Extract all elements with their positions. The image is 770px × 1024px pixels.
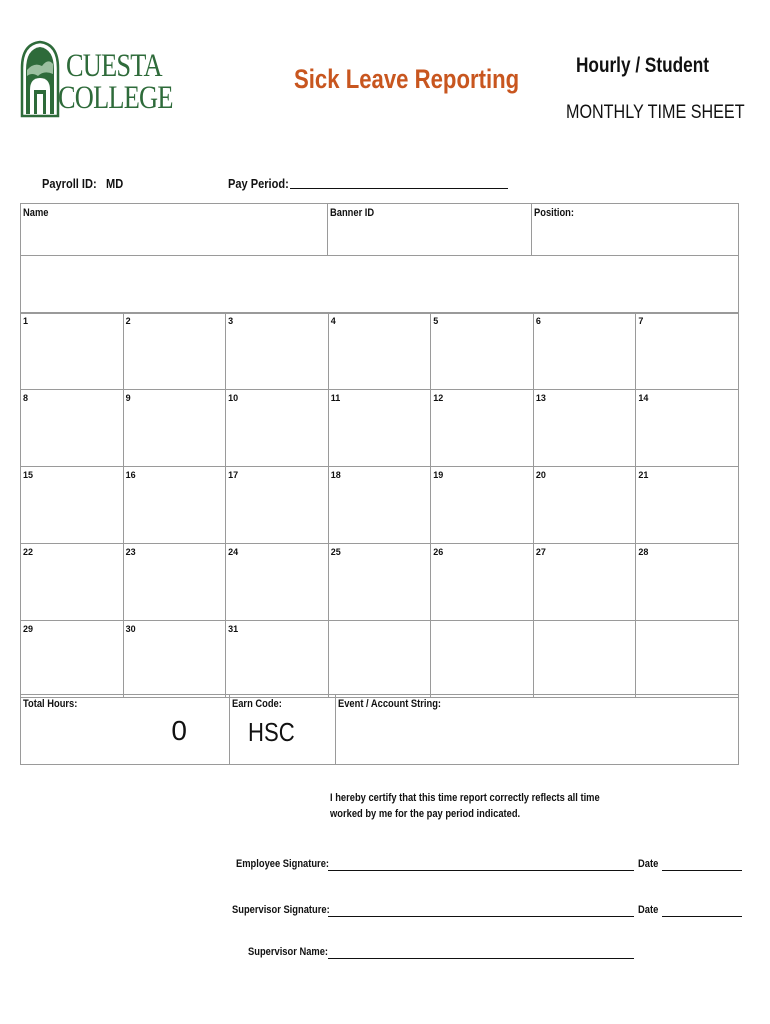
calendar-day-cell[interactable] [123, 621, 226, 698]
calendar-day-cell[interactable] [21, 390, 124, 467]
calendar-day-cell[interactable] [636, 390, 739, 467]
employee-date-label: Date [638, 858, 659, 870]
calendar-day-cell[interactable] [636, 313, 739, 390]
day-number: 23 [125, 547, 136, 557]
calendar-week-row [21, 390, 739, 467]
earn-code-value: HSC [248, 717, 295, 747]
calendar-day-cell[interactable] [328, 544, 431, 621]
certify-line-1: I hereby certify that this time report correctly reflects all time [330, 792, 600, 804]
calendar-week-row [21, 313, 739, 390]
calendar-day-cell[interactable] [431, 621, 534, 698]
calendar-day-cell[interactable] [21, 544, 124, 621]
supervisor-date-field[interactable] [662, 916, 742, 917]
supervisor-name-label: Supervisor Name: [248, 946, 329, 958]
calendar-day-cell[interactable] [636, 621, 739, 698]
calendar-week-row [21, 467, 739, 544]
blank-info-row [21, 256, 739, 314]
pay-period-label: Pay Period: [228, 176, 289, 191]
payroll-id-value[interactable]: MD [106, 176, 124, 191]
calendar-day-cell[interactable] [21, 621, 124, 698]
event-account-label: Event / Account String: [338, 698, 442, 710]
calendar-day-cell[interactable] [533, 390, 636, 467]
calendar-week-row [21, 544, 739, 621]
supervisor-name-field[interactable] [328, 958, 634, 959]
day-number: 30 [125, 624, 136, 634]
earn-code-label: Earn Code: [232, 698, 282, 710]
day-number: 13 [535, 393, 546, 403]
day-number: 11 [330, 393, 341, 403]
day-number: 21 [638, 470, 649, 480]
form-subtitle: MONTHLY TIME SHEET [566, 102, 745, 123]
calendar-day-cell[interactable] [226, 467, 329, 544]
day-number: 9 [125, 393, 131, 403]
totals-table [20, 694, 739, 765]
day-number: 15 [23, 470, 34, 480]
calendar-day-cell[interactable] [431, 467, 534, 544]
earn-code-cell[interactable] [230, 695, 336, 765]
day-number: 17 [228, 470, 239, 480]
employee-signature-label: Employee Signature: [236, 858, 330, 870]
day-number: 14 [638, 393, 649, 403]
calendar-day-cell[interactable] [533, 313, 636, 390]
day-number: 8 [23, 393, 29, 403]
day-number: 4 [330, 316, 336, 326]
calendar-week-row [21, 621, 739, 698]
total-hours-cell[interactable] [21, 695, 230, 765]
calendar-day-cell[interactable] [328, 313, 431, 390]
calendar-day-cell[interactable] [328, 390, 431, 467]
calendar-day-cell[interactable] [533, 467, 636, 544]
pay-period-field[interactable] [290, 188, 508, 189]
supervisor-date-label: Date [638, 904, 659, 916]
day-number: 22 [23, 547, 34, 557]
calendar-day-cell[interactable] [123, 313, 226, 390]
calendar-day-cell[interactable] [431, 544, 534, 621]
form-title: Sick Leave Reporting [294, 64, 520, 94]
day-number: 20 [535, 470, 546, 480]
calendar-grid [20, 312, 739, 698]
employee-date-field[interactable] [662, 870, 742, 871]
day-number: 31 [228, 624, 239, 634]
logo-line1: CUESTA [66, 48, 162, 84]
college-logo [20, 40, 173, 120]
name-field[interactable] [21, 204, 328, 256]
day-number: 27 [535, 547, 546, 557]
calendar-day-cell[interactable] [636, 544, 739, 621]
day-number: 24 [228, 547, 239, 557]
day-number: 1 [23, 316, 29, 326]
arch-logo-icon [20, 40, 60, 118]
day-number: 6 [535, 316, 541, 326]
calendar-day-cell[interactable] [21, 313, 124, 390]
logo-line2: COLLEGE [58, 80, 173, 116]
day-number: 16 [125, 470, 136, 480]
payroll-id-label: Payroll ID: [42, 176, 97, 191]
calendar-day-cell[interactable] [226, 621, 329, 698]
total-hours-label: Total Hours: [23, 698, 78, 710]
supervisor-signature-field[interactable] [328, 916, 634, 917]
calendar-day-cell[interactable] [328, 467, 431, 544]
day-number: 3 [228, 316, 234, 326]
day-number: 10 [228, 393, 239, 403]
calendar-day-cell[interactable] [226, 390, 329, 467]
day-number: 5 [433, 316, 439, 326]
calendar-day-cell[interactable] [431, 313, 534, 390]
day-number: 7 [638, 316, 644, 326]
employee-signature-field[interactable] [328, 870, 634, 871]
day-number: 18 [330, 470, 341, 480]
calendar-day-cell[interactable] [123, 467, 226, 544]
total-hours-value: 0 [171, 715, 187, 746]
day-number: 28 [638, 547, 649, 557]
event-account-cell[interactable] [336, 695, 739, 765]
calendar-day-cell[interactable] [226, 544, 329, 621]
calendar-day-cell[interactable] [21, 467, 124, 544]
day-number: 25 [330, 547, 341, 557]
employee-info-table [20, 203, 739, 314]
calendar-day-cell[interactable] [226, 313, 329, 390]
calendar-day-cell[interactable] [533, 621, 636, 698]
calendar-day-cell[interactable] [431, 390, 534, 467]
calendar-day-cell[interactable] [328, 621, 431, 698]
calendar-day-cell[interactable] [123, 390, 226, 467]
day-number: 2 [125, 316, 131, 326]
calendar-day-cell[interactable] [636, 467, 739, 544]
position-field[interactable] [532, 204, 739, 256]
day-number: 29 [23, 624, 34, 634]
supervisor-signature-label: Supervisor Signature: [232, 904, 330, 916]
banner-id-field[interactable] [328, 204, 532, 256]
day-number: 19 [433, 470, 444, 480]
banner-id-label: Banner ID [330, 207, 375, 219]
name-label: Name [23, 207, 49, 219]
calendar-day-cell[interactable] [533, 544, 636, 621]
calendar-day-cell[interactable] [123, 544, 226, 621]
position-label: Position: [534, 207, 575, 219]
day-number: 26 [433, 547, 444, 557]
day-number: 12 [433, 393, 444, 403]
employee-category: Hourly / Student [576, 54, 709, 77]
certify-line-2: worked by me for the pay period indicated. [330, 808, 521, 820]
